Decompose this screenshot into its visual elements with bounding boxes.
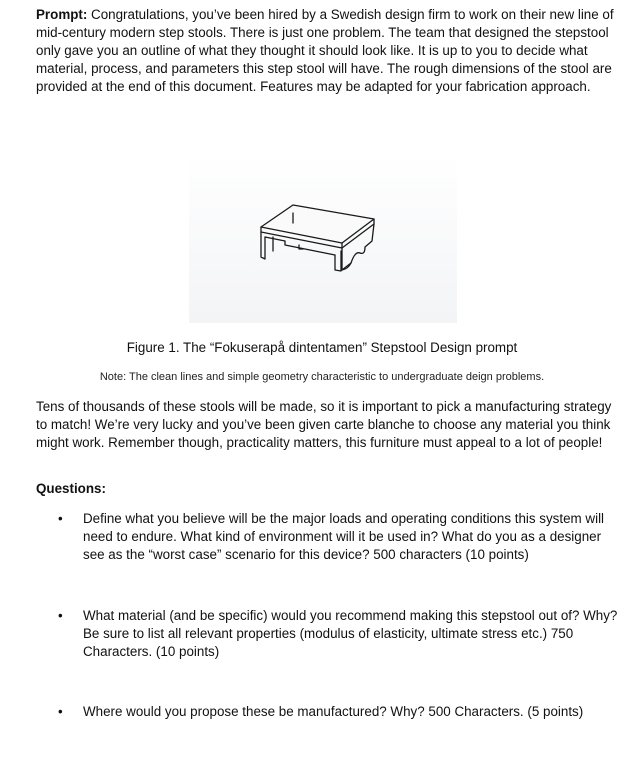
question-item-3 — [58, 703, 618, 721]
prompt-label: Prompt: — [36, 7, 88, 22]
questions-heading: Questions: — [36, 481, 106, 496]
stepstool-figure — [189, 153, 457, 323]
stepstool-drawing — [189, 153, 457, 323]
question-item-2 — [58, 607, 618, 661]
bullet-icon: • — [58, 608, 63, 623]
question-text: Define what you believe will be the major loads and operating conditions this system will need to endure. What kind of environment will it be used in? What do you as a designer see as the “worst case” scenario for this device? 500 characters (10 points) — [83, 511, 605, 562]
prompt-text: Congratulations, you’ve been hired by a Swedish design firm to work on their new line of mid-century modern step stools. There is just one problem. The team that designed the stepstool only gave you an outline of what they thought it should look like. It is up to you to decide what material, process, and parameters this step stool will have. The rough dimensions of the stool are provided at the end of this document. Features may be adapted for your fabrication approach. — [36, 7, 614, 94]
figure-caption: Figure 1. The “Fokuserapå dintentamen” Stepstool Design prompt — [126, 340, 518, 355]
prompt-paragraph — [36, 6, 616, 96]
figure-note: Note: The clean lines and simple geometry characteristic to undergraduate deign problems. — [99, 371, 545, 383]
bullet-icon: • — [58, 511, 63, 526]
question-item-1 — [58, 510, 618, 564]
manufacturing-paragraph: Tens of thousands of these stools will be made, so it is important to pick a manufacturing strategy to match! We’re very lucky and you’ve been given carte blanche to choose any material you think might work. Remember though, practicality matters, this furniture must appeal to a lot of people! — [36, 399, 612, 450]
question-text: Where would you propose these be manufactured? Why? 500 Characters. (5 points) — [83, 704, 584, 719]
bullet-icon: • — [58, 704, 63, 719]
question-text: What material (and be specific) would you recommend making this stepstool out of? Why? Be sure to list all relevant properties (modulus of elasticity, ultimate stress etc.) 750 Characters. (10 points) — [83, 608, 618, 659]
